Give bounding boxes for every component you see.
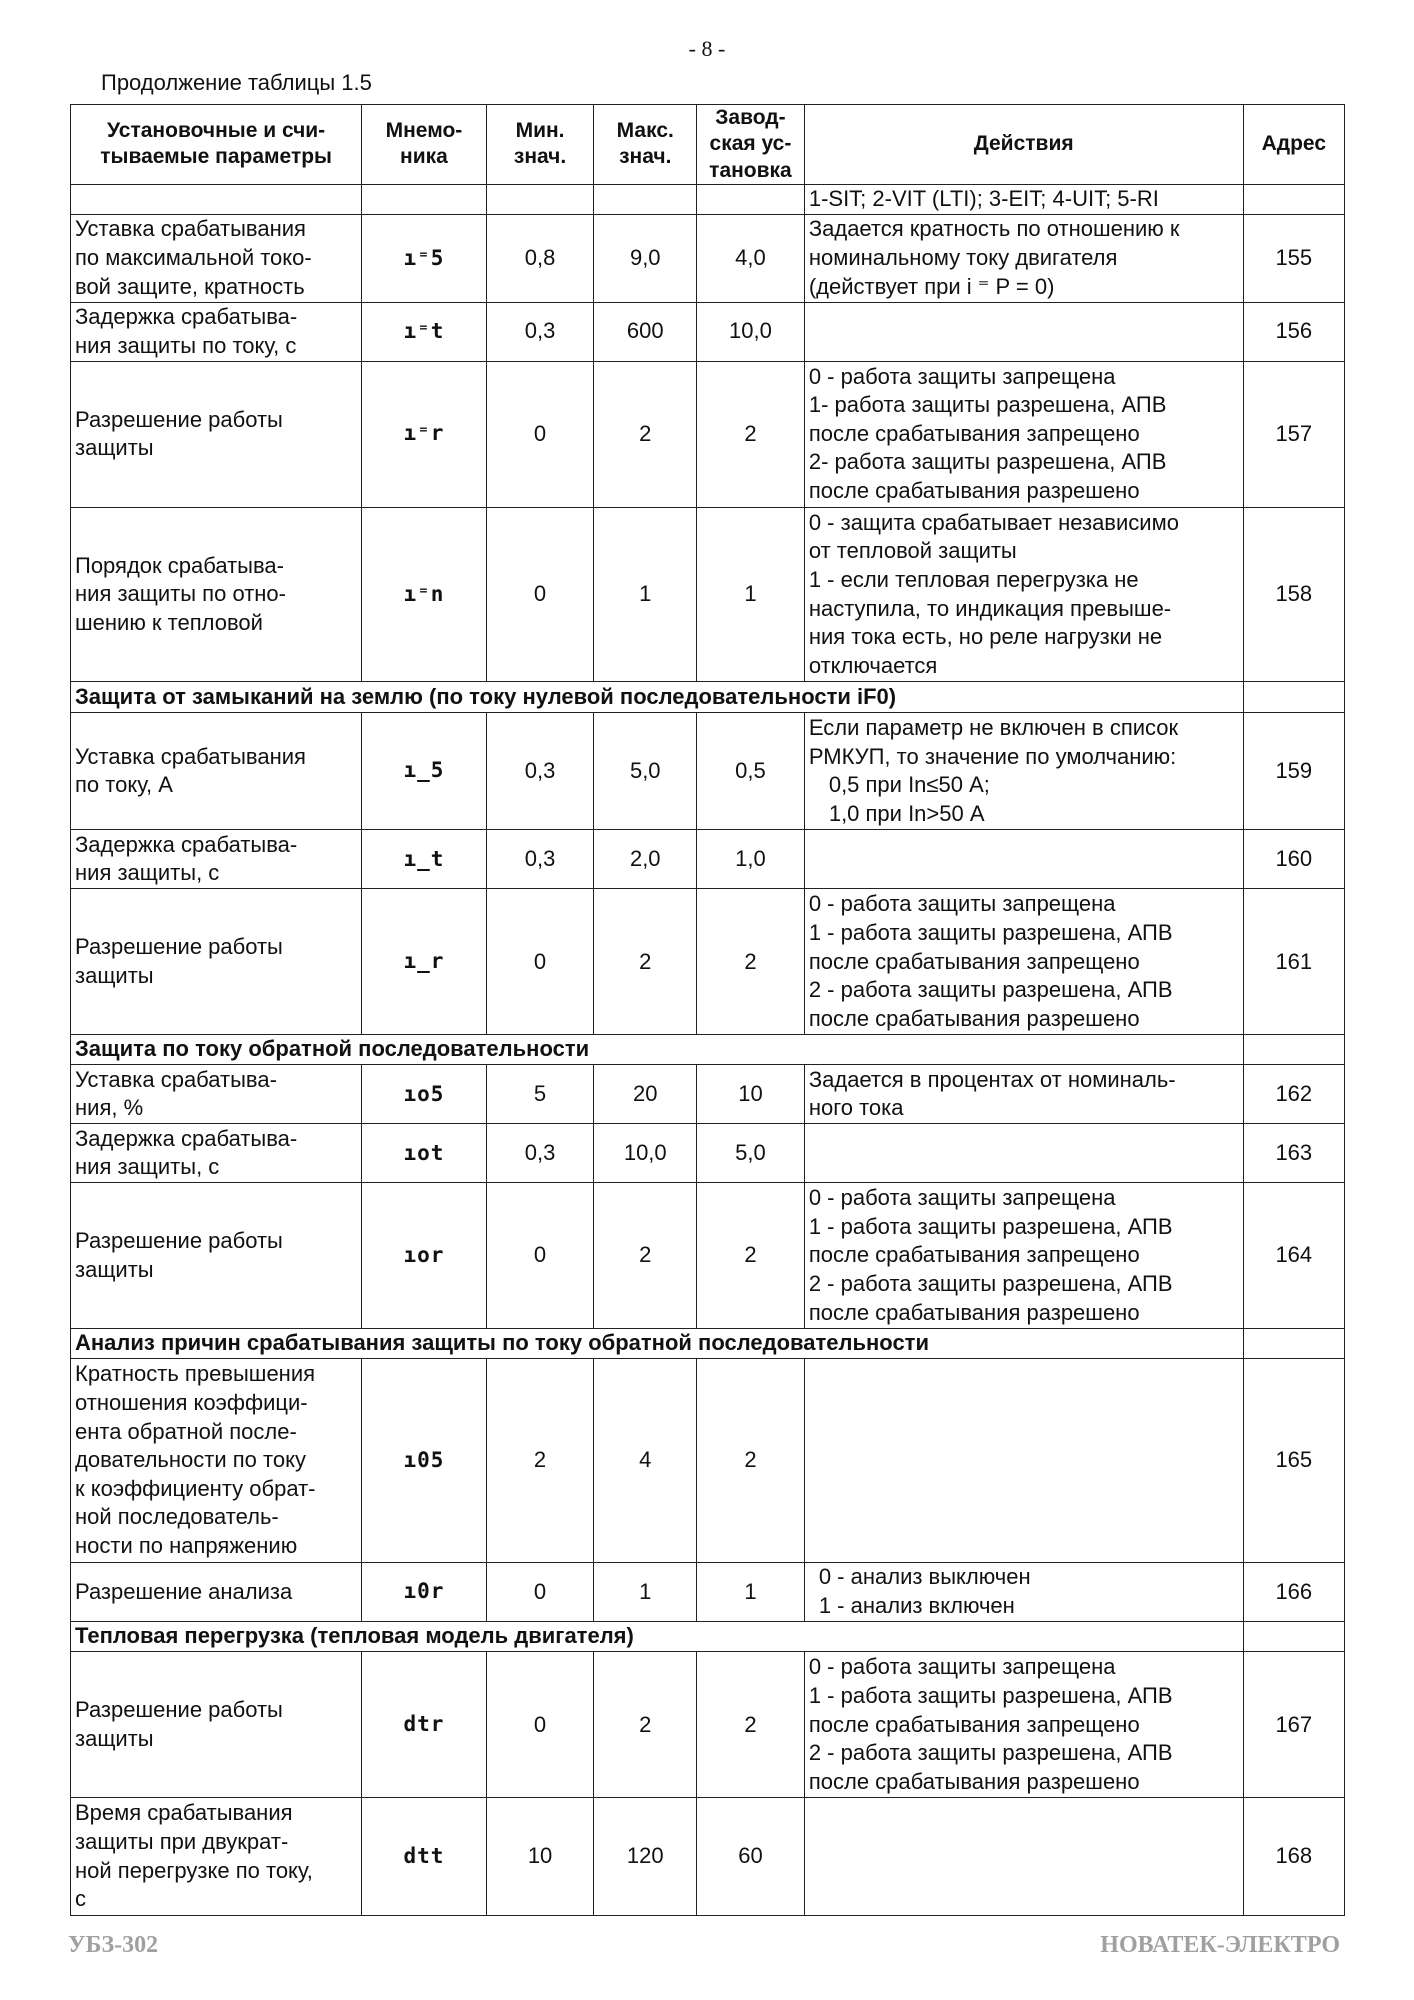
param-name <box>71 1359 362 1563</box>
factory-value: 1 <box>697 507 805 682</box>
table-row <box>71 1065 1345 1124</box>
action-line: 0 - работа защиты запрещена <box>808 363 1116 389</box>
param-name-line: Уставка срабатывания <box>75 743 306 769</box>
section-row <box>71 1329 1345 1359</box>
header-min <box>486 105 594 185</box>
action-description <box>804 214 1243 302</box>
address-value: 155 <box>1243 214 1344 302</box>
table-row <box>71 184 1345 214</box>
max-value: 600 <box>594 302 697 361</box>
address-value: 156 <box>1243 302 1344 361</box>
table-row <box>71 1652 1345 1798</box>
header-line: ника <box>400 145 448 169</box>
mnemonic-code: ı⁼n <box>362 507 486 682</box>
table-row <box>71 712 1345 830</box>
header-line: Мин. <box>515 119 565 143</box>
address-value: 162 <box>1243 1065 1344 1124</box>
action-description <box>804 302 1243 361</box>
mnemonic-code: ıot <box>362 1124 486 1183</box>
action-line: 0 - работа защиты запрещена <box>808 1185 1116 1211</box>
factory-value: 2 <box>697 889 805 1035</box>
action-line: после срабатывания разрешено <box>808 1768 1140 1794</box>
param-name-line: ния, % <box>75 1095 144 1121</box>
param-name <box>71 1183 362 1329</box>
max-value: 1 <box>594 507 697 682</box>
section-address-cell <box>1243 1035 1344 1065</box>
param-name <box>71 361 362 507</box>
param-name-line: Разрешение работы <box>75 934 283 960</box>
param-name-line: отношения коэффици- <box>75 1390 308 1416</box>
factory-value <box>697 184 805 214</box>
section-row <box>71 1035 1345 1065</box>
param-name-line: Разрешение работы <box>75 1228 283 1254</box>
action-description <box>804 1562 1243 1621</box>
min-value: 5 <box>486 1065 594 1124</box>
table-row <box>71 830 1345 889</box>
header-line: Установочные и счи- <box>107 119 326 143</box>
factory-value: 5,0 <box>697 1124 805 1183</box>
address-value: 157 <box>1243 361 1344 507</box>
mnemonic-code: ı⁼5 <box>362 214 486 302</box>
max-value: 120 <box>594 1798 697 1916</box>
param-name-line: защиты <box>75 1725 154 1751</box>
min-value: 0,3 <box>486 302 594 361</box>
section-row <box>71 682 1345 712</box>
factory-value: 10,0 <box>697 302 805 361</box>
max-value: 2 <box>594 1183 697 1329</box>
mnemonic-code: dtt <box>362 1798 486 1916</box>
factory-value: 4,0 <box>697 214 805 302</box>
max-value: 2 <box>594 889 697 1035</box>
header-line: знач. <box>513 145 567 169</box>
table-row <box>71 214 1345 302</box>
footer-company: НОВАТЕК-ЭЛЕКТРО <box>1100 1932 1340 1958</box>
param-name <box>71 1562 362 1621</box>
address-value: 166 <box>1243 1562 1344 1621</box>
param-name <box>71 1652 362 1798</box>
address-value <box>1243 184 1344 214</box>
section-title: Тепловая перегрузка (тепловая модель двигателя) <box>71 1621 1244 1651</box>
param-name-line: Уставка срабатыва- <box>75 1066 277 1092</box>
factory-value: 2 <box>697 1183 805 1329</box>
action-line: после срабатывания разрешено <box>808 1299 1140 1325</box>
param-name-line: вой защите, кратность <box>75 273 305 299</box>
param-name-line: с <box>75 1886 86 1912</box>
param-name-line: ния защиты по току, с <box>75 332 297 358</box>
action-line: 0 - работа защиты запрещена <box>808 1654 1116 1680</box>
mnemonic-code <box>362 184 486 214</box>
action-line: номинальному току двигателя <box>808 244 1118 270</box>
action-line: после срабатывания запрещено <box>808 420 1140 446</box>
table-caption: Продолжение таблицы 1.5 <box>101 70 372 95</box>
action-description <box>804 830 1243 889</box>
action-line: после срабатывания запрещено <box>808 1242 1140 1268</box>
min-value: 0 <box>486 361 594 507</box>
action-line: после срабатывания запрещено <box>808 1711 1140 1737</box>
param-name-line: ной перегрузке по току, <box>75 1857 313 1883</box>
address-value: 161 <box>1243 889 1344 1035</box>
section-address-cell <box>1243 1329 1344 1359</box>
param-name <box>71 889 362 1035</box>
mnemonic-code: ı_r <box>362 889 486 1035</box>
factory-value: 1,0 <box>697 830 805 889</box>
param-name-line: Порядок срабатыва- <box>75 552 284 578</box>
address-value: 165 <box>1243 1359 1344 1563</box>
address-value: 163 <box>1243 1124 1344 1183</box>
action-line: Если параметр не включен в список <box>808 714 1179 740</box>
param-name <box>71 1124 362 1183</box>
header-line: Мнемо- <box>385 119 463 143</box>
action-description <box>804 1798 1243 1916</box>
header-factory <box>697 105 805 185</box>
address-value: 160 <box>1243 830 1344 889</box>
param-name <box>71 302 362 361</box>
max-value: 4 <box>594 1359 697 1563</box>
min-value: 0 <box>486 1183 594 1329</box>
min-value: 0,3 <box>486 1124 594 1183</box>
param-name-line: ния защиты, с <box>75 860 220 886</box>
param-name-line: защиты <box>75 435 154 461</box>
param-name-line: защиты <box>75 1256 154 1282</box>
action-description <box>804 1065 1243 1124</box>
factory-value: 1 <box>697 1562 805 1621</box>
header-line: Макс. <box>616 119 674 143</box>
section-row <box>71 1621 1345 1651</box>
min-value: 0 <box>486 507 594 682</box>
param-name-line: ента обратной после- <box>75 1418 297 1444</box>
action-description <box>804 1183 1243 1329</box>
param-name-line: шению к тепловой <box>75 609 263 635</box>
min-value: 0 <box>486 1652 594 1798</box>
param-name-line: Кратность превышения <box>75 1361 316 1387</box>
factory-value: 2 <box>697 1652 805 1798</box>
action-line: после срабатывания запрещено <box>808 948 1140 974</box>
param-name <box>71 1798 362 1916</box>
mnemonic-code: ı05 <box>362 1359 486 1563</box>
action-line: Задается кратность по отношению к <box>808 216 1180 242</box>
min-value <box>486 184 594 214</box>
table-row <box>71 1562 1345 1621</box>
action-line: 1 - работа защиты разрешена, АПВ <box>808 1213 1173 1239</box>
param-name-line: Задержка срабатыва- <box>75 304 298 330</box>
max-value: 5,0 <box>594 712 697 830</box>
min-value: 0 <box>486 889 594 1035</box>
param-name <box>71 507 362 682</box>
action-line: 1- работа защиты разрешена, АПВ <box>808 392 1167 418</box>
mnemonic-code: dtr <box>362 1652 486 1798</box>
max-value: 1 <box>594 1562 697 1621</box>
param-name-line: по току, А <box>75 772 173 798</box>
action-description <box>804 507 1243 682</box>
header-address: Адрес <box>1243 105 1344 185</box>
action-line: наступила, то индикация превыше- <box>808 595 1172 621</box>
action-line: 0 - анализ выключен <box>818 1564 1031 1590</box>
header-line: тановка <box>709 158 792 182</box>
header-line: тываемые параметры <box>100 145 332 169</box>
action-line: 2 - работа защиты разрешена, АПВ <box>808 1740 1173 1766</box>
param-name-line: Разрешение работы <box>75 1697 283 1723</box>
factory-value: 2 <box>697 361 805 507</box>
min-value: 0 <box>486 1562 594 1621</box>
header-mnemonic <box>362 105 486 185</box>
table-row <box>71 1183 1345 1329</box>
param-name-line: защиты при двукрат- <box>75 1829 289 1855</box>
action-line: ния тока есть, но реле нагрузки не <box>808 624 1163 650</box>
page-number: - 8 - <box>688 36 726 61</box>
param-name <box>71 1065 362 1124</box>
parameters-table <box>70 104 1345 1916</box>
action-line: 1-SIT; 2-VIT (LTI); 3-EIT; 4-UIT; 5-RI <box>808 185 1159 211</box>
action-line: ного тока <box>808 1095 904 1121</box>
param-name-line: Разрешение работы <box>75 406 283 432</box>
action-line: отключается <box>808 652 938 678</box>
action-line: (действует при i ⁼ P = 0) <box>808 273 1055 299</box>
param-name-line: ния защиты по отно- <box>75 581 286 607</box>
mnemonic-code: ıo5 <box>362 1065 486 1124</box>
max-value: 10,0 <box>594 1124 697 1183</box>
factory-value: 10 <box>697 1065 805 1124</box>
param-name <box>71 712 362 830</box>
factory-value: 0,5 <box>697 712 805 830</box>
header-line: знач. <box>619 145 672 169</box>
action-line: 0,5 при In≤50 А; <box>828 772 990 798</box>
section-address-cell <box>1243 682 1344 712</box>
action-description <box>804 361 1243 507</box>
table-row <box>71 1798 1345 1916</box>
param-name-line: Разрешение анализа <box>75 1578 293 1604</box>
action-line: Задается в процентах от номиналь- <box>808 1066 1176 1092</box>
header-param <box>71 105 362 185</box>
mnemonic-code: ı⁼t <box>362 302 486 361</box>
action-description <box>804 1124 1243 1183</box>
header-line: Завод- <box>715 106 786 129</box>
min-value: 0,3 <box>486 712 594 830</box>
table-row <box>71 361 1345 507</box>
factory-value: 60 <box>697 1798 805 1916</box>
action-line: РМКУП, то значение по умолчанию: <box>808 743 1177 769</box>
param-name <box>71 214 362 302</box>
address-value: 164 <box>1243 1183 1344 1329</box>
table-row <box>71 1359 1345 1563</box>
param-name-line: ной последователь- <box>75 1504 279 1530</box>
param-name <box>71 830 362 889</box>
param-name-line: к коэффициенту обрат- <box>75 1475 316 1501</box>
param-name-line: защиты <box>75 962 154 988</box>
param-name-line: ния защиты, с <box>75 1154 220 1180</box>
header-action: Действия <box>804 105 1243 185</box>
action-line: 0 - работа защиты запрещена <box>808 891 1116 917</box>
param-name-line: по максимальной токо- <box>75 244 312 270</box>
section-title: Защита по току обратной последовательности <box>71 1035 1244 1065</box>
mnemonic-code: ı0r <box>362 1562 486 1621</box>
param-name-line: Задержка срабатыва- <box>75 1125 298 1151</box>
action-description <box>804 1359 1243 1563</box>
min-value: 2 <box>486 1359 594 1563</box>
action-line: 1 - если тепловая перегрузка не <box>808 566 1139 592</box>
param-name-line: ности по напряжению <box>75 1533 298 1559</box>
address-value: 158 <box>1243 507 1344 682</box>
action-line: 0 - защита срабатывает независимо <box>808 509 1179 535</box>
action-line: 2- работа защиты разрешена, АПВ <box>808 449 1167 475</box>
address-value: 168 <box>1243 1798 1344 1916</box>
action-line: 2 - работа защиты разрешена, АПВ <box>808 1270 1173 1296</box>
action-description <box>804 889 1243 1035</box>
max-value: 2 <box>594 361 697 507</box>
section-title: Защита от замыканий на землю (по току нулевой последовательности iF0) <box>71 682 1244 712</box>
action-line: 2 - работа защиты разрешена, АПВ <box>808 977 1173 1003</box>
action-line: от тепловой защиты <box>808 538 1017 564</box>
param-name <box>71 184 362 214</box>
header-max <box>594 105 697 185</box>
param-name-line: довательности по току <box>75 1447 306 1473</box>
max-value <box>594 184 697 214</box>
header-line: ская ус- <box>709 132 792 156</box>
max-value: 20 <box>594 1065 697 1124</box>
mnemonic-code: ıor <box>362 1183 486 1329</box>
factory-value: 2 <box>697 1359 805 1563</box>
action-description <box>804 712 1243 830</box>
footer-model: УБЗ-302 <box>68 1932 159 1958</box>
action-line: после срабатывания разрешено <box>808 1005 1140 1031</box>
table-row <box>71 1124 1345 1183</box>
param-name-line: Уставка срабатывания <box>75 216 306 242</box>
action-description <box>804 1652 1243 1798</box>
section-address-cell <box>1243 1621 1344 1651</box>
min-value: 0,8 <box>486 214 594 302</box>
min-value: 0,3 <box>486 830 594 889</box>
section-title: Анализ причин срабатывания защиты по току обратной последовательности <box>71 1329 1244 1359</box>
action-line: 1 - работа защиты разрешена, АПВ <box>808 1682 1173 1708</box>
mnemonic-code: ı_5 <box>362 712 486 830</box>
param-name-line: Время срабатывания <box>75 1800 293 1826</box>
action-line: 1 - работа защиты разрешена, АПВ <box>808 919 1173 945</box>
action-line: 1,0 при In>50 А <box>828 800 985 826</box>
table-row <box>71 889 1345 1035</box>
address-value: 167 <box>1243 1652 1344 1798</box>
min-value: 10 <box>486 1798 594 1916</box>
action-line: после срабатывания разрешено <box>808 478 1140 503</box>
param-name-line: Задержка срабатыва- <box>75 831 298 857</box>
max-value: 2,0 <box>594 830 697 889</box>
action-line: 1 - анализ включен <box>818 1592 1015 1618</box>
table-header-row <box>71 105 1345 185</box>
table-row <box>71 302 1345 361</box>
mnemonic-code: ı_t <box>362 830 486 889</box>
action-description <box>804 184 1243 214</box>
max-value: 9,0 <box>594 214 697 302</box>
mnemonic-code: ı⁼r <box>362 361 486 507</box>
table-row <box>71 507 1345 682</box>
max-value: 2 <box>594 1652 697 1798</box>
address-value: 159 <box>1243 712 1344 830</box>
